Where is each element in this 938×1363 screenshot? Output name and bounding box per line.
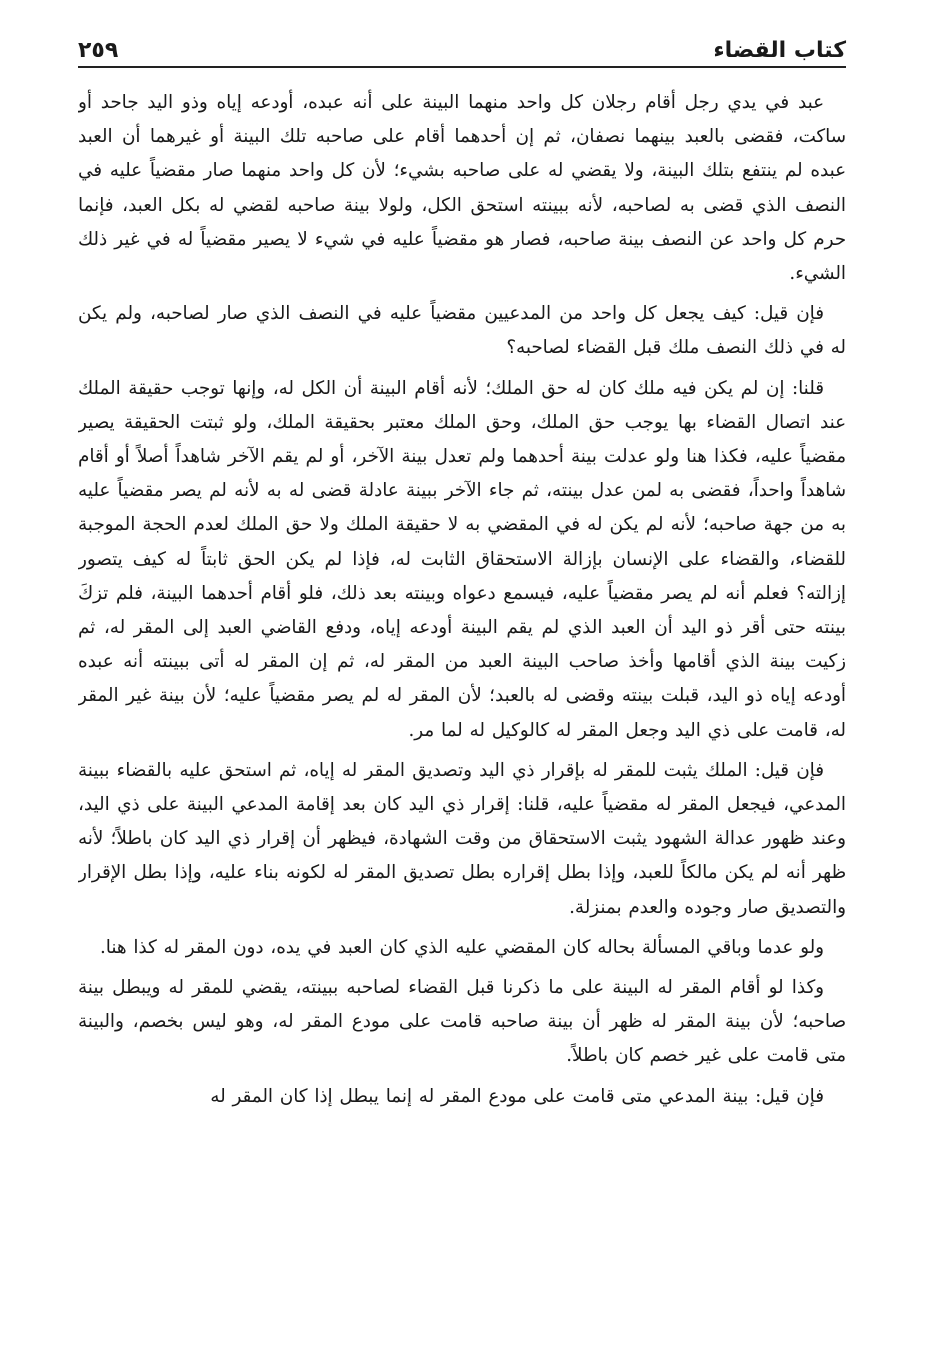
body-text	[78, 86, 846, 1343]
paragraph: فإن قيل: بينة المدعي متى قامت على مودع المقر له إنما يبطل إذا كان المقر له	[210, 1085, 824, 1107]
book-title: كتاب القضاء	[713, 38, 846, 63]
running-header	[78, 28, 846, 68]
paragraph: وكذا لو أقام المقر له البينة على ما ذكرنا قبل القضاء لصاحبه ببينته، يقضي للمقر له ويبطل بينة صاحبه؛ لأن بينة المقر له ظهر أن بينة صاحبه قامت على مودع المقر له، وهو ليس بخصم، والبينة متى قامت على غير خصم كان باطلاً.	[78, 977, 846, 1067]
page-number: ٢٥٩	[78, 38, 119, 63]
paragraph: عبد في يدي رجل أقام رجلان كل واحد منهما البينة على أنه عبده، أودعه إياه وذو اليد جاحد أو ساكت، فقضى بالعبد بينهما نصفان، ثم إن أحدهما أقام على صاحبه تلك البينة أو غيرهما أن العبد عبده لم ينتفع بتلك البينة، ولا يقضي له على صاحبه بشيء؛ لأن كل واحد منهما صار مقضياً عليه في النصف الذي قضى به لصاحبه، لأنه ببينته استحق الكل، ولولا بينة صاحبه لقضي له بكل العبد، فإنما حرم كل واحد عن النصف بينة صاحبه، فصار هو مقضياً عليه في شيء لا يصير مقضياً له في غير ذلك الشيء.	[78, 92, 846, 285]
paragraph: فإن قيل: كيف يجعل كل واحد من المدعيين مقضياً عليه في النصف الذي صار لصاحبه، ولم يكن له في ذلك النصف ملك قبل القضاء لصاحبه؟	[78, 303, 846, 359]
paragraph: قلنا: إن لم يكن فيه ملك كان له حق الملك؛ لأنه أقام البينة أن الكل له، وإنها توجب حقيقة الملك عند اتصال القضاء بها يوجب حق الملك، وحق الملك معتبر بحقيقة الملك، ولو ثبتت الحقيقة يصير مقضياً عليه، فكذا هنا ولو عدلت بينة أحدهما ولم تعدل بينة الآخر، أو لم يقم الآخر شاهداً أصلاً أو أقام شاهداً واحداً، فقضى به لمن عدل بينته، ثم جاء الآخر ببينة عادلة قضى له به لأنه لم يصر مقضياً عليه به من جهة صاحبه؛ لأنه لم يكن له في المقضي به لا حقيقة الملك ولا حق الملك لعدم الحجة الموجبة للقضاء، والقضاء على الإنسان بإزالة الاستحقاق الثابت له، فإذا لم يكن الحق ثابتاً له كيف يتصور إزالته؟ فعلم أنه لم يصر مقضياً عليه، فيسمع دعواه وبينته بعد ذلك، فلو أقام أحدهما البينة، فلم تزكَ بينته حتى أقر ذو اليد أن العبد الذي لم يقم البينة أودعه إياه، ودفع القاضي العبد إلى المقر له، ثم زكيت بينة الذي أقامها وأخذ صاحب البينة العبد من المقر له، ثم إن المقر له أتى ببينته أنه عبده أودعه إياه ذو اليد، قبلت بينته وقضى له بالعبد؛ لأن المقر له لم يصر مقضياً عليه؛ لأن بينة غير المقر له، قامت على ذي اليد وجعل المقر له كالوكيل له لما مر.	[78, 377, 846, 741]
paragraph: ولو عدما وباقي المسألة بحاله كان المقضي عليه الذي كان العبد في يده، دون المقر له كذا هنا.	[100, 936, 824, 958]
paragraph: فإن قيل: الملك يثبت للمقر له بإقرار ذي اليد وتصديق المقر له إياه، ثم استحق عليه بالقضاء ببينة المدعي، فيجعل المقر له مقضياً عليه، قلنا: إقرار ذي اليد كان بعد إقامة المدعي البينة على ذي اليد، وعند ظهور عدالة الشهود يثبت الاستحقاق من وقت الشهادة، فيظهر أن إقرار ذي اليد كان باطلاً؛ لأنه ظهر أنه لم يكن مالكاً للعبد، وإذا بطل إقراره بطل تصديق المقر له لكونه بناء عليه، وإذا بطل الإقرار والتصديق صار وجوده والعدم بمنزلة.	[78, 759, 846, 918]
